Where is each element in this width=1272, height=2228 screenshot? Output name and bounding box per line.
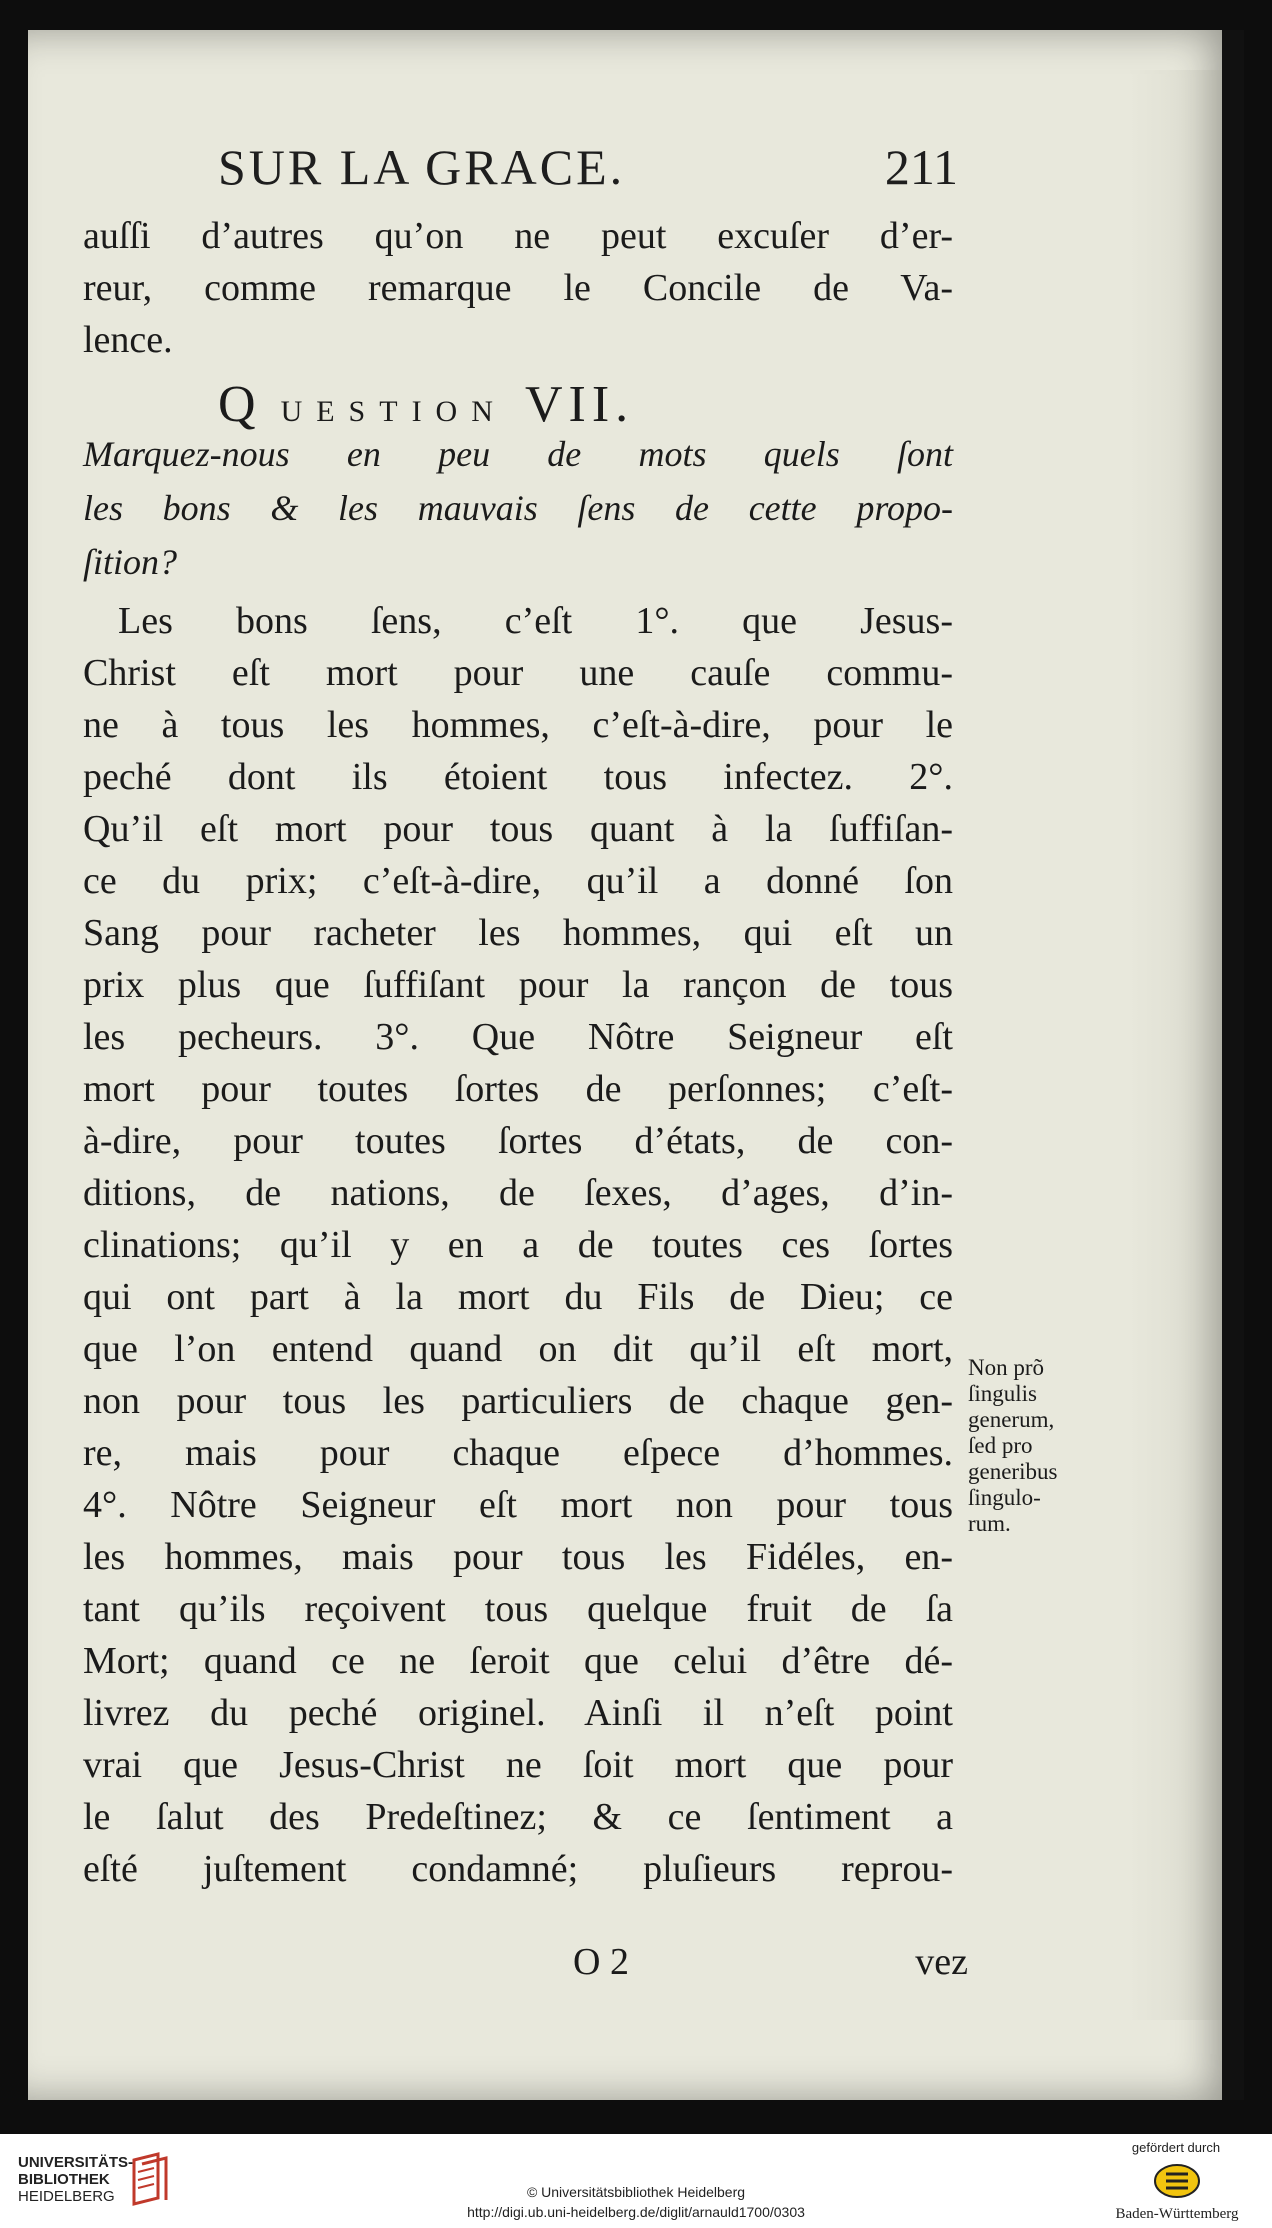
page-gutter — [1222, 30, 1244, 2100]
source-url[interactable]: http://digi.ub.uni-heidelberg.de/diglit/arnauld1700/0303 — [467, 2204, 805, 2220]
question-heading-numeral: VII. — [524, 376, 635, 433]
library-name-line: BIBLIOTHEK — [18, 2171, 110, 2188]
question-heading-word: UESTION — [280, 395, 507, 428]
body-line: Mort; quand ce ne ſeroit que celui d’être dé- — [83, 1640, 953, 1682]
margin-note-line: generum, — [968, 1407, 1055, 1432]
text-line: reur, comme remarque le Concile de Va- — [83, 267, 953, 309]
margin-note — [968, 1355, 1108, 1537]
question-line: les bons & les mauvais ſens de cette propo- — [83, 488, 953, 528]
body-line: le ſalut des Predeſtinez; & ce ſentiment a — [83, 1796, 953, 1838]
signature-mark: O 2 — [573, 1941, 629, 1983]
body-line: ditions, de nations, de ſexes, d’ages, d’in- — [83, 1172, 953, 1214]
body-line: 4°. Nôtre Seigneur eſt mort non pour tous — [83, 1484, 953, 1526]
margin-note-line: ſingulo- — [968, 1485, 1041, 1510]
funder-name: Baden-Württemberg — [1115, 2206, 1239, 2222]
body-line: Sang pour racheter les hommes, qui eſt un — [83, 912, 953, 954]
body-line: que l’on entend quand on dit qu’il eſt mort, — [83, 1328, 953, 1370]
page-number: 211 — [884, 139, 958, 195]
footer — [0, 2134, 1272, 2228]
margin-note-line: generibus — [968, 1459, 1058, 1484]
body-line: ce du prix; c’eſt-à-dire, qu’il a donné ſon — [83, 860, 953, 902]
body-line: clinations; qu’il y en a de toutes ces ſortes — [83, 1224, 953, 1266]
body-line: re, mais pour chaque eſpece d’hommes. — [83, 1432, 953, 1474]
question-heading — [218, 375, 634, 434]
body-line: mort pour toutes ſortes de perſonnes; c’eſt- — [83, 1068, 953, 1110]
body-line: eſté juſtement condamné; pluſieurs reprou- — [83, 1848, 953, 1890]
question-line: Marquez-nous en peu de mots quels ſont — [83, 434, 953, 474]
body-line: les pecheurs. 3°. Que Nôtre Seigneur eſt — [83, 1016, 953, 1058]
margin-note-line: ſed pro — [968, 1433, 1033, 1458]
question-heading-initial: Q — [218, 376, 262, 433]
body-line: les hommes, mais pour tous les Fidéles, en- — [83, 1536, 953, 1578]
body-line: Les bons ſens, c’eſt 1°. que Jesus- — [118, 600, 953, 642]
body-line: prix plus que ſuffiſant pour la rançon de tous — [83, 964, 953, 1006]
margin-note-line: rum. — [968, 1511, 1011, 1536]
body-line: à-dire, pour toutes ſortes d’états, de con- — [83, 1120, 953, 1162]
body-line: peché dont ils étoient tous infectez. 2°. — [83, 756, 953, 798]
body-line: ne à tous les hommes, c’eſt-à-dire, pour le — [83, 704, 953, 746]
body-line: non pour tous les particuliers de chaque gen- — [83, 1380, 953, 1422]
margin-note-line: ſingulis — [968, 1381, 1038, 1406]
body-line: Christ eſt mort pour une cauſe commu- — [83, 652, 953, 694]
body-line: livrez du peché originel. Ainſi il n’eſt point — [83, 1692, 953, 1734]
text-line: auſſi d’autres qu’on ne peut excuſer d’er- — [83, 215, 953, 257]
running-title: SUR LA GRACE. — [218, 139, 626, 195]
library-name-line: UNIVERSITÄTS- — [18, 2154, 134, 2171]
page-header — [218, 138, 958, 208]
body-line: tant qu’ils reçoivent tous quelque fruit de ſa — [83, 1588, 953, 1630]
funded-by-label: gefördert durch — [1131, 2140, 1221, 2155]
catchword: vez — [915, 1941, 968, 1983]
question-line: ſition? — [83, 542, 178, 582]
library-name-line: HEIDELBERG — [18, 2188, 115, 2205]
body-line: qui ont part à la mort du Fils de Dieu; ce — [83, 1276, 953, 1318]
body-line: Qu’il eſt mort pour tous quant à la ſuffiſan- — [83, 808, 953, 850]
state-seal-icon — [1152, 2162, 1202, 2200]
book-page — [28, 30, 1244, 2100]
text-line: lence. — [83, 319, 173, 361]
copyright-text: © Universitätsbibliothek Heidelberg — [526, 2184, 746, 2200]
catchline — [83, 1940, 968, 1990]
body-line: vrai que Jesus-Christ ne ſoit mort que pour — [83, 1744, 953, 1786]
margin-note-line: Non prõ — [968, 1355, 1045, 1380]
